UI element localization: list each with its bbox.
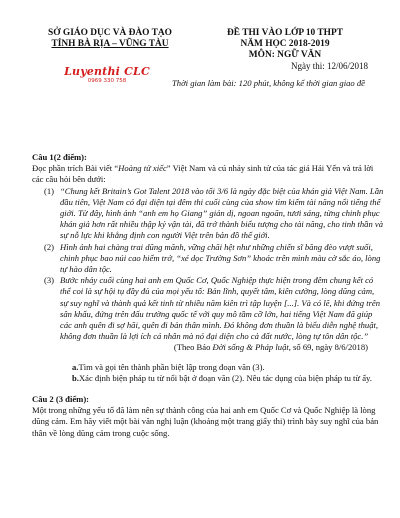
item-text: Hình ảnh hai chàng trai dũng mãnh, vững chãi hệt như những chiến sĩ băng đèo vượt suối, chinh phục bao núi cao hiểm trở, “xé dọc Trường Sơn” khoác trên mình màu cờ sắc áo, lòng tự hào dân tộc. xyxy=(60,241,381,275)
province-name: TỈNH BÀ RỊA – VŨNG TÀU xyxy=(51,39,169,49)
intro-text: Đọc phần trích Bài viết “ xyxy=(32,163,119,174)
exam-date: Ngày thi: 12/06/2018 xyxy=(291,61,368,71)
exam-duration: Thời gian làm bài: 120 phút, không kể thời gian giao đề xyxy=(172,78,365,88)
exam-body xyxy=(32,152,384,439)
passage-source xyxy=(32,342,384,353)
item-text: Bước nhảy cuối cùng hai anh em Quốc Cơ, Quốc Nghiệp thực hiện trong đêm chung kết có thể coi là sự hội tụ đầy đủ của mọi yếu tố: Bản lĩnh, quyết tâm, kiên cường, lòng dũng cảm, sự suy nghĩ và thành quả kết tinh từ nhiều năm kiên trì tập luyện [...]. Và có lẽ, khi đứng trên sân khấu, đứng trên đấu trường quốc tế với quy mô tầm cỡ lớn, hai tiếng Việt Nam đã giúp các anh quên đi sợ hãi, quên đi bản thân mình. Đó không đơn thuần là biểu diễn nghệ thuật, không đơn thuần là lợi ích cá nhân mà nó đại diện cho cả đất nước, lòng tự tôn dân tộc.” xyxy=(60,275,381,342)
passage-item-1 xyxy=(44,186,384,242)
item-number: (1) xyxy=(44,185,55,196)
part-b-text: Xác định biện pháp tu từ nổi bật ở đoạn văn (2). Nêu tác dụng của biện pháp tu từ ấy. xyxy=(78,372,372,383)
item-text: “Chung kết Britain’s Got Talent 2018 vào tối 3/6 là ngày đặc biệt của khán giả Việt Nam. Lần đầu tiên, Việt Nam có đại diện tại đêm thi cuối cùng của show tìm kiếm tài năng nổi tiếng thế giới. Từ đây, hình ảnh “anh em họ Giang” giản dị, ngoan ngoãn, tươi sáng, từng chinh phục khán giả hơn rất nhiều thập kỷ vận tài, đã trở thành biểu tượng cho tài năng, cho tinh thần và sự nỗ lực khi khẳng định con người Việt trên bản đồ thế giới. xyxy=(60,185,384,241)
part-b-label: b. xyxy=(72,372,79,383)
source-suffix: , số 69, ngày 8/6/2018) xyxy=(288,342,368,353)
department-name: SỞ GIÁO DỤC VÀ ĐÀO TẠO xyxy=(48,28,172,38)
passage-item-3 xyxy=(44,275,384,342)
luyenthi-logo xyxy=(62,66,152,85)
exam-info xyxy=(190,28,380,72)
question2-heading: Câu 2 (3 điểm): xyxy=(32,394,90,405)
question1-heading: Câu 1(2 điểm): xyxy=(32,152,87,162)
passage-item-2 xyxy=(44,242,384,276)
question2-text: Một trong những yếu tố đã làm nên sự thành công của hai anh em Quốc Cơ và Quốc Nghiệp là lòng dũng cảm. Em hãy viết một bài văn nghị luận (khoảng một trang giấy thi) trình bày suy nghĩ của bản thân về lòng dũng cảm trong cuộc sống. xyxy=(32,405,379,438)
intro-text-end: ” Việt Nam và cú nhảy sinh tử của tác giả Hải Yến và trả lời các câu hỏi bên dưới: xyxy=(32,163,374,185)
logo-name: Luyenthi CLC xyxy=(64,65,150,78)
logo-phone: 0969 330 758 xyxy=(87,78,127,84)
part-a-text: Tìm và gọi tên thành phần biệt lập trong đoạn văn (3). xyxy=(78,361,265,372)
question1-intro xyxy=(32,163,384,185)
source-newspaper: Đời sống & Pháp luật xyxy=(212,342,289,353)
question1-part-b xyxy=(72,373,384,384)
exam-title: ĐỀ THI VÀO LỚP 10 THPT xyxy=(227,28,343,38)
part-a-label: a. xyxy=(72,361,79,372)
question1-part-a xyxy=(72,362,384,373)
item-number: (2) xyxy=(44,241,55,252)
article-title: Hoàng tử xiếc xyxy=(118,163,167,174)
school-year: NĂM HỌC 2018-2019 xyxy=(240,39,330,49)
item-number: (3) xyxy=(44,275,55,286)
subject: MÔN: NGỮ VĂN xyxy=(248,50,322,60)
issuing-authority xyxy=(30,28,190,50)
source-prefix: (Theo Báo xyxy=(173,342,213,353)
